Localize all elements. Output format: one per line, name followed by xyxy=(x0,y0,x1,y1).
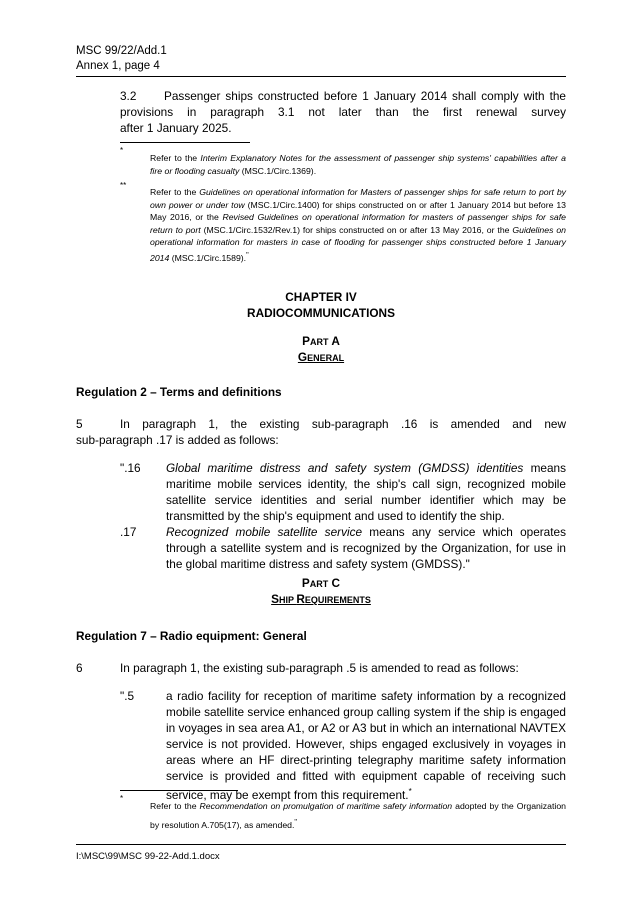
part-c-p: P xyxy=(301,576,310,590)
footnote-2-text-b: (MSC.1/Circ.1400) for ships constructed on or after 1 January 2014 but before 13 May 2016, or the xyxy=(150,199,566,222)
footnote-1-text-a: Refer to the xyxy=(150,153,201,163)
footnote-1-mark: * xyxy=(120,146,124,155)
item-16-text xyxy=(166,460,566,524)
item-5-number: ".5 xyxy=(120,689,135,703)
para-5-line1: In paragraph 1, the existing sub-paragraph .16 is amended and new xyxy=(120,417,566,431)
footnote-1 xyxy=(150,152,566,177)
part-a-p: P xyxy=(302,334,310,348)
part-a-subheading xyxy=(76,350,566,364)
part-c-heading xyxy=(76,576,566,590)
para-5-number: 5 xyxy=(76,417,83,431)
footnote-2-text-d: (MSC.1/Circ.1589). xyxy=(169,252,247,263)
part-a-g: G xyxy=(297,350,308,364)
part-c-equirements: EQUIREMENTS xyxy=(304,595,371,605)
part-c-s: S xyxy=(271,592,279,606)
item-17-number: .17 xyxy=(120,525,137,539)
footnote-separator-2 xyxy=(120,790,238,791)
footnote-1-title: Interim Explanatory Notes for the assessment of passenger ship systems' capabilities after a fire or flooding casualty xyxy=(150,153,566,176)
footnote-2-title-c: Guidelines on operational information for masters in case of flooding for passenger ships constructed before 1 January 2014 xyxy=(150,224,566,263)
part-a-art: ART xyxy=(310,337,329,347)
footnote-2-mark: ** xyxy=(120,181,127,190)
regulation-7-heading: Regulation 7 – Radio equipment: General xyxy=(76,629,307,643)
para-5-line2: sub-paragraph .17 is added as follows: xyxy=(76,433,279,447)
item-5-text xyxy=(166,688,566,803)
footnote-3-close-quote: " xyxy=(294,817,297,826)
item-5-body: a radio facility for reception of maritime safety information by a recognized mobile satellite service enhanced group calling system if the ship is engaged in voyages in sea area A1, or A2 or A3 but in which an international NAVTEX service is not provided. However, ships engaged exclusively in voyages in areas where an HF direct-printing telegraphy maritime safety information service is provided and fitted with equipment capable of receiving such service, may be exempt from this requirement. xyxy=(166,689,566,802)
file-path: I:\MSC\99\MSC 99-22-Add.1.docx xyxy=(76,851,220,862)
item-17-definition: means any service which operates through a satellite system and is recognized by the Organization, for use in the global maritime distress and safety system (GMDSS)." xyxy=(166,525,566,571)
regulation-2-heading: Regulation 2 – Terms and definitions xyxy=(76,385,282,399)
item-17-term: Recognized mobile satellite service xyxy=(166,525,363,539)
item-16-number: ".16 xyxy=(120,461,141,475)
footnote-2-close-quote: " xyxy=(246,249,249,259)
part-a-heading xyxy=(76,334,566,348)
header-rule xyxy=(76,76,566,77)
part-c-subheading xyxy=(76,592,566,606)
item-16-term: Global maritime distress and safety system (GMDSS) identities xyxy=(166,461,524,475)
part-c-letter: C xyxy=(328,576,341,590)
para-3-2-number: 3.2 xyxy=(120,89,137,103)
document-reference: MSC 99/22/Add.1 xyxy=(76,45,167,57)
part-a-eneral: ENERAL xyxy=(307,353,345,363)
footnote-2-text-c: (MSC.1/Circ.1532/Rev.1) for ships constructed on or after 13 May 2016, or the xyxy=(200,224,513,235)
footnote-separator xyxy=(120,142,250,143)
footnote-3-text-b: adopted by the Organization by resolution A.705(17), as amended. xyxy=(150,801,566,830)
footnote-3-mark: * xyxy=(120,794,124,803)
footnote-2-title-a: Guidelines on operational information for Masters of passenger ships for safe return to port by own power or under tow xyxy=(150,187,566,210)
chapter-title: CHAPTER IV xyxy=(285,290,357,304)
footnote-3 xyxy=(150,799,566,833)
item-16-definition: means maritime mobile services identity, the ship's call sign, recognized mobile satellite service identities and serial number identifier which may be transmitted by the ship's equipment and used to identify the ship. xyxy=(166,461,566,523)
para-6-text: In paragraph 1, the existing sub-paragraph .5 is amended to read as follows: xyxy=(120,661,519,675)
footnote-1-text-b: (MSC.1/Circ.1369). xyxy=(239,165,317,176)
part-c-hip: HIP xyxy=(278,595,297,605)
part-c-art: ART xyxy=(309,579,329,589)
chapter-subtitle: RADIOCOMMUNICATIONS xyxy=(247,306,395,320)
para-6-number: 6 xyxy=(76,661,83,675)
footnote-3-text-a: Refer to the xyxy=(150,801,200,811)
footnote-2-text-a: Refer to the xyxy=(150,187,200,197)
para-3-2-line3: after 1 January 2025. xyxy=(120,121,232,135)
para-3-2-line1: Passenger ships constructed before 1 January 2014 shall comply with the xyxy=(164,89,566,103)
annex-page-label: Annex 1, page 4 xyxy=(76,60,160,72)
part-c-r: R xyxy=(296,592,305,606)
part-a-letter: A xyxy=(328,334,340,348)
item-5-footnote-mark: * xyxy=(408,787,412,796)
footer-rule xyxy=(76,844,566,845)
item-17-text xyxy=(166,524,566,572)
para-3-2-line2: provisions in paragraph 3.1 not later than the first renewal survey xyxy=(120,105,566,119)
footnote-2 xyxy=(150,186,566,264)
footnote-3-title: Recommendation on promulgation of maritime safety information xyxy=(199,801,453,811)
footnote-2-title-b: Revised Guidelines on operational information for masters of passenger ships for safe return to port xyxy=(150,212,566,235)
